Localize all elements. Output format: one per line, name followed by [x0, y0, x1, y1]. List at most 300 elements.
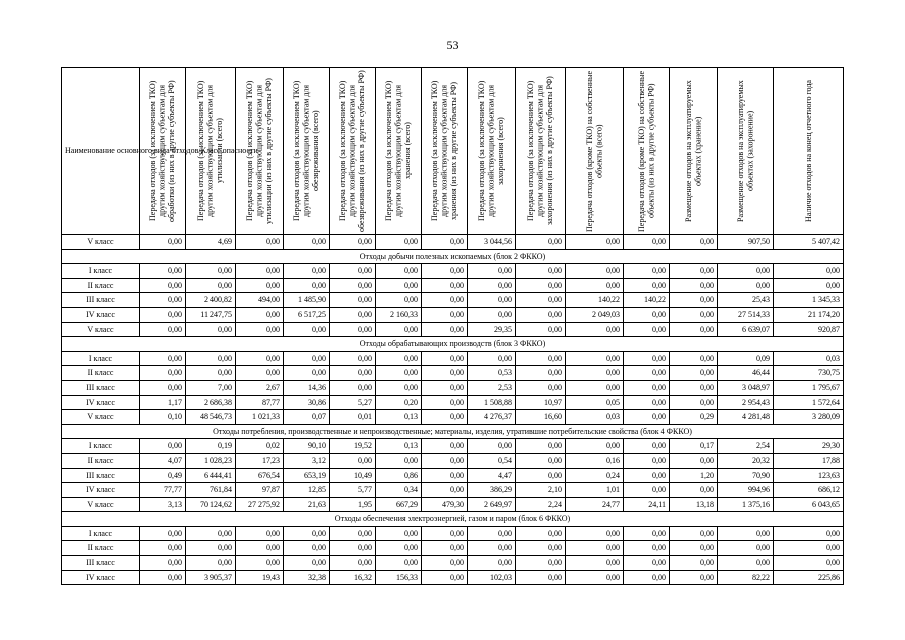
section-row — [62, 512, 844, 527]
table-cell: 0,00 — [516, 541, 566, 556]
table-cell: 0,03 — [566, 410, 624, 425]
table-cell: 0,00 — [376, 235, 422, 250]
table-cell: 156,33 — [376, 570, 422, 585]
table-cell: 0,01 — [330, 410, 376, 425]
table-cell: 0,00 — [376, 293, 422, 308]
table-cell: 0,10 — [140, 410, 186, 425]
table-cell: 920,87 — [774, 322, 844, 337]
table-cell: 0,00 — [670, 570, 718, 585]
table-cell: 0,00 — [140, 541, 186, 556]
table-cell: 3,13 — [140, 497, 186, 512]
table-cell: 0,00 — [330, 322, 376, 337]
table-cell: 1,95 — [330, 497, 376, 512]
table-cell: 1 028,23 — [186, 453, 236, 468]
table-cell: 5,27 — [330, 395, 376, 410]
hazard-class-label: III класс — [62, 468, 140, 483]
table-row — [62, 307, 844, 322]
table-cell: 0,17 — [670, 439, 718, 454]
table-cell: 24,11 — [624, 497, 670, 512]
table-cell: 0,00 — [516, 264, 566, 279]
table-cell: 0,00 — [566, 235, 624, 250]
table-cell: 0,00 — [422, 293, 468, 308]
table-cell: 653,19 — [284, 468, 330, 483]
table-cell: 0,00 — [774, 264, 844, 279]
table-cell: 48 546,73 — [186, 410, 236, 425]
hazard-class-label: IV класс — [62, 395, 140, 410]
table-cell: 0,00 — [718, 556, 774, 571]
table-cell: 0,00 — [566, 556, 624, 571]
column-header-label: Передача отходов (кроме ТКО) на собственные объекты (из них в другие субъекты РФ) — [637, 70, 656, 232]
table-cell: 27 514,33 — [718, 307, 774, 322]
table-cell: 0,00 — [670, 483, 718, 498]
table-cell: 3 905,37 — [186, 570, 236, 585]
table-cell: 0,00 — [624, 410, 670, 425]
column-header — [774, 68, 844, 235]
table-cell: 0,00 — [670, 395, 718, 410]
hazard-class-label: II класс — [62, 278, 140, 293]
table-cell: 0,00 — [284, 322, 330, 337]
table-cell: 0,20 — [376, 395, 422, 410]
section-title: Отходы обрабатывающих производств (блок 3 ФККО) — [62, 337, 844, 352]
table-cell: 0,00 — [670, 307, 718, 322]
table-body — [62, 235, 844, 585]
table-cell: 0,00 — [468, 264, 516, 279]
hazard-class-label: III класс — [62, 293, 140, 308]
table-cell: 10,49 — [330, 468, 376, 483]
table-cell: 0,00 — [516, 439, 566, 454]
table-row — [62, 322, 844, 337]
hazard-class-label: I класс — [62, 526, 140, 541]
table-cell: 0,00 — [516, 322, 566, 337]
table-cell: 676,54 — [236, 468, 284, 483]
table-cell: 0,16 — [566, 453, 624, 468]
table-cell: 6 517,25 — [284, 307, 330, 322]
table-row — [62, 483, 844, 498]
table-cell: 0,00 — [468, 307, 516, 322]
column-header — [468, 68, 516, 235]
table-cell: 0,09 — [718, 351, 774, 366]
table-cell: 0,00 — [624, 307, 670, 322]
table-cell: 7,00 — [186, 380, 236, 395]
hazard-class-label: III класс — [62, 380, 140, 395]
table-cell: 0,00 — [566, 322, 624, 337]
table-cell: 0,00 — [566, 278, 624, 293]
table-row — [62, 278, 844, 293]
table-cell: 17,23 — [236, 453, 284, 468]
table-cell: 0,00 — [376, 526, 422, 541]
table-cell: 77,77 — [140, 483, 186, 498]
table-cell: 0,00 — [468, 439, 516, 454]
table-cell: 0,00 — [774, 541, 844, 556]
table-cell: 2 160,33 — [376, 307, 422, 322]
table-cell: 1,17 — [140, 395, 186, 410]
table-cell: 0,00 — [422, 541, 468, 556]
column-header-label: Передача отходов (за исключением ТКО) другим хозяйствующим субъектам для обезвреживания (из них в другие субъекты РФ) — [338, 70, 367, 232]
table-cell: 0,00 — [516, 526, 566, 541]
hazard-class-label: V класс — [62, 497, 140, 512]
table-cell: 2 686,38 — [186, 395, 236, 410]
table-cell: 0,05 — [566, 395, 624, 410]
hazard-class-label: IV класс — [62, 483, 140, 498]
table-cell: 25,43 — [718, 293, 774, 308]
table-cell: 0,00 — [516, 453, 566, 468]
table-cell: 0,00 — [670, 526, 718, 541]
table-cell: 0,00 — [422, 366, 468, 381]
table-cell: 90,10 — [284, 439, 330, 454]
table-cell: 29,35 — [468, 322, 516, 337]
column-header-label: Передача отходов (за исключением ТКО) другим хозяйствующим субъектам для обезвреживания (всего) — [292, 80, 321, 222]
table-cell: 0,86 — [376, 468, 422, 483]
table-cell: 0,00 — [624, 439, 670, 454]
table-cell: 730,75 — [774, 366, 844, 381]
table-cell: 70,90 — [718, 468, 774, 483]
table-cell: 0,00 — [236, 526, 284, 541]
hazard-class-label: IV класс — [62, 307, 140, 322]
table-cell: 27 275,92 — [236, 497, 284, 512]
table-cell: 2 954,43 — [718, 395, 774, 410]
column-header-label: Передача отходов (за исключением ТКО) другим хозяйствующим субъектам для утилизации (всего) — [196, 80, 225, 222]
table-cell: 0,00 — [468, 351, 516, 366]
table-cell: 97,87 — [236, 483, 284, 498]
table-cell: 0,00 — [422, 307, 468, 322]
table-cell: 1,01 — [566, 483, 624, 498]
hazard-class-label: III класс — [62, 556, 140, 571]
table-cell: 0,00 — [376, 322, 422, 337]
table-cell: 0,00 — [284, 366, 330, 381]
table-cell: 0,00 — [670, 380, 718, 395]
table-cell: 0,00 — [468, 293, 516, 308]
table-cell: 6 639,07 — [718, 322, 774, 337]
table-cell: 0,00 — [140, 556, 186, 571]
table-cell: 0,00 — [624, 570, 670, 585]
table-cell: 2 649,97 — [468, 497, 516, 512]
table-cell: 0,00 — [330, 453, 376, 468]
table-cell: 0,00 — [376, 380, 422, 395]
table-cell: 0,07 — [284, 410, 330, 425]
section-title: Отходы добычи полезных ископаемых (блок 2 ФККО) — [62, 249, 844, 264]
table-cell: 0,00 — [284, 526, 330, 541]
column-header-label: Передача отходов (за исключением ТКО) другим хозяйствующим субъектам для утилизации (из них в другие субъекты РФ) — [245, 78, 274, 224]
page-number: 53 — [446, 38, 459, 52]
table-cell: 2 400,82 — [186, 293, 236, 308]
table-cell: 3 280,09 — [774, 410, 844, 425]
hazard-class-label: V класс — [62, 410, 140, 425]
table-row — [62, 497, 844, 512]
table-cell: 0,00 — [718, 526, 774, 541]
table-cell: 21 174,20 — [774, 307, 844, 322]
table-cell: 0,00 — [186, 264, 236, 279]
table-row — [62, 395, 844, 410]
table-cell: 0,00 — [186, 351, 236, 366]
table-cell: 0,00 — [516, 468, 566, 483]
table-cell: 0,00 — [236, 541, 284, 556]
table-cell: 0,00 — [186, 556, 236, 571]
table-cell: 0,00 — [284, 351, 330, 366]
table-cell: 0,00 — [422, 526, 468, 541]
table-cell: 46,44 — [718, 366, 774, 381]
table-cell: 0,02 — [236, 439, 284, 454]
table-cell: 0,00 — [566, 380, 624, 395]
table-cell: 1 572,64 — [774, 395, 844, 410]
table-cell: 0,00 — [624, 483, 670, 498]
table-cell: 907,50 — [718, 235, 774, 250]
table-cell: 0,00 — [140, 366, 186, 381]
table-cell: 0,00 — [376, 366, 422, 381]
table-cell: 102,03 — [468, 570, 516, 585]
table-cell: 0,00 — [330, 351, 376, 366]
table-cell: 0,00 — [624, 351, 670, 366]
table-cell: 0,00 — [186, 541, 236, 556]
table-cell: 14,36 — [284, 380, 330, 395]
table-cell: 2,24 — [516, 497, 566, 512]
table-cell: 13,18 — [670, 497, 718, 512]
column-header — [376, 68, 422, 235]
table-cell: 82,22 — [718, 570, 774, 585]
table-cell: 0,49 — [140, 468, 186, 483]
table-cell: 0,00 — [468, 278, 516, 293]
table-cell: 11 247,75 — [186, 307, 236, 322]
table-cell: 0,00 — [670, 556, 718, 571]
table-cell: 0,00 — [140, 322, 186, 337]
table-cell: 0,00 — [422, 278, 468, 293]
table-cell: 0,00 — [284, 264, 330, 279]
table-cell: 0,54 — [468, 453, 516, 468]
column-header-label: Передача отходов (за исключением ТКО) другим хозяйствующим субъектам для обработки (из них в другие субъекты РФ) — [148, 80, 177, 222]
table-cell: 0,00 — [718, 278, 774, 293]
table-cell: 0,00 — [330, 293, 376, 308]
table-cell: 17,88 — [774, 453, 844, 468]
table-row — [62, 556, 844, 571]
hazard-class-label: IV класс — [62, 570, 140, 585]
table-row — [62, 351, 844, 366]
table-cell: 4 281,48 — [718, 410, 774, 425]
table-cell: 0,00 — [670, 453, 718, 468]
table-cell: 32,38 — [284, 570, 330, 585]
table-row — [62, 235, 844, 250]
table-cell: 0,00 — [566, 439, 624, 454]
column-header — [330, 68, 376, 235]
table-cell: 2,10 — [516, 483, 566, 498]
table-cell: 0,00 — [422, 351, 468, 366]
table-cell: 686,12 — [774, 483, 844, 498]
hazard-class-label: II класс — [62, 366, 140, 381]
hazard-class-label: V класс — [62, 235, 140, 250]
table-cell: 0,00 — [516, 556, 566, 571]
table-cell: 0,00 — [422, 410, 468, 425]
header-row — [62, 68, 844, 235]
table-cell: 0,00 — [376, 351, 422, 366]
table-cell: 0,00 — [236, 351, 284, 366]
table-row — [62, 570, 844, 585]
table-cell: 0,00 — [670, 322, 718, 337]
table-cell: 0,00 — [670, 278, 718, 293]
table-row — [62, 264, 844, 279]
column-header-label: Передача отходов (за исключением ТКО) другим хозяйствующим субъектам для хранения (из них в другие субъекты РФ) — [430, 80, 459, 222]
hazard-class-label: II класс — [62, 453, 140, 468]
column-header-label: Наличие отходов на конец отчетного года — [803, 80, 813, 222]
table-cell: 0,00 — [774, 278, 844, 293]
waste-table — [61, 67, 844, 585]
table-cell: 0,13 — [376, 439, 422, 454]
table-cell: 87,77 — [236, 395, 284, 410]
table-cell: 0,00 — [566, 264, 624, 279]
table-cell: 0,00 — [422, 395, 468, 410]
table-cell: 0,00 — [330, 307, 376, 322]
column-header — [566, 68, 624, 235]
table-cell: 0,00 — [422, 380, 468, 395]
table-cell: 0,00 — [236, 264, 284, 279]
section-title: Отходы потребления, производственные и непроизводственные; материалы, изделия, утратившие потребительские свойства (блок 4 ФККО) — [62, 424, 844, 439]
table-cell: 0,00 — [236, 278, 284, 293]
table-cell: 0,00 — [516, 307, 566, 322]
table-cell: 0,00 — [670, 541, 718, 556]
table-cell: 0,00 — [236, 322, 284, 337]
table-cell: 0,00 — [422, 453, 468, 468]
table-cell: 0,00 — [624, 541, 670, 556]
table-cell: 0,00 — [140, 307, 186, 322]
hazard-class-label: I класс — [62, 351, 140, 366]
column-header-label: Передача отходов (кроме ТКО) на собственные объекты (всего) — [585, 70, 604, 232]
table-cell: 0,00 — [468, 541, 516, 556]
table-cell: 4 276,37 — [468, 410, 516, 425]
table-cell: 140,22 — [624, 293, 670, 308]
table-cell: 1 345,33 — [774, 293, 844, 308]
column-header — [718, 68, 774, 235]
table-cell: 4,47 — [468, 468, 516, 483]
table-cell: 0,00 — [516, 293, 566, 308]
table-cell: 0,00 — [140, 570, 186, 585]
table-cell: 0,00 — [140, 278, 186, 293]
table-cell: 0,00 — [624, 235, 670, 250]
table-cell: 123,63 — [774, 468, 844, 483]
table-cell: 16,32 — [330, 570, 376, 585]
table-cell: 21,63 — [284, 497, 330, 512]
table-cell: 0,00 — [330, 541, 376, 556]
table-cell: 0,00 — [330, 366, 376, 381]
table-cell: 0,00 — [422, 570, 468, 585]
table-cell: 0,00 — [140, 293, 186, 308]
table-cell: 20,32 — [718, 453, 774, 468]
table-cell: 0,00 — [566, 570, 624, 585]
table-cell: 0,00 — [566, 541, 624, 556]
table-cell: 0,00 — [330, 235, 376, 250]
table-cell: 0,00 — [422, 264, 468, 279]
table-cell: 994,96 — [718, 483, 774, 498]
table-cell: 2,67 — [236, 380, 284, 395]
table-cell: 0,00 — [284, 278, 330, 293]
section-row — [62, 424, 844, 439]
column-header-label: Передача отходов (за исключением ТКО) другим хозяйствующим субъектам для захоронения (из них в другие субъекты РФ) — [526, 76, 555, 226]
table-cell: 140,22 — [566, 293, 624, 308]
table-cell: 0,19 — [186, 439, 236, 454]
table-cell: 1,20 — [670, 468, 718, 483]
table-cell: 0,00 — [330, 556, 376, 571]
table-cell: 12,85 — [284, 483, 330, 498]
table-cell: 0,00 — [284, 235, 330, 250]
table-cell: 29,30 — [774, 439, 844, 454]
table-cell: 0,00 — [774, 556, 844, 571]
column-header — [422, 68, 468, 235]
hazard-class-label: I класс — [62, 264, 140, 279]
table-row — [62, 453, 844, 468]
table-cell: 0,53 — [468, 366, 516, 381]
column-header-label: Передача отходов (за исключением ТКО) другим хозяйствующим субъектам для хранения (всего) — [384, 80, 413, 222]
table-cell: 0,00 — [624, 468, 670, 483]
table-cell: 0,00 — [376, 278, 422, 293]
table-cell: 0,00 — [330, 278, 376, 293]
table-cell: 6 043,65 — [774, 497, 844, 512]
table-cell: 0,00 — [624, 322, 670, 337]
table-cell: 0,00 — [186, 278, 236, 293]
table-cell: 0,00 — [330, 526, 376, 541]
table-cell: 0,13 — [376, 410, 422, 425]
table-cell: 0,00 — [140, 351, 186, 366]
column-header — [284, 68, 330, 235]
table-cell: 0,00 — [186, 526, 236, 541]
table-cell: 0,00 — [376, 541, 422, 556]
table-cell: 1 508,88 — [468, 395, 516, 410]
hazard-class-label: II класс — [62, 541, 140, 556]
first-column-header: Наименование основного вида отходов/Класс опасности — [62, 68, 140, 235]
table-cell: 0,34 — [376, 483, 422, 498]
table-row — [62, 366, 844, 381]
table-cell: 761,84 — [186, 483, 236, 498]
table-cell: 0,29 — [670, 410, 718, 425]
table-cell: 0,00 — [566, 366, 624, 381]
table-cell: 0,00 — [670, 366, 718, 381]
table-cell: 0,00 — [774, 526, 844, 541]
table-cell: 479,30 — [422, 497, 468, 512]
table-cell: 0,00 — [422, 483, 468, 498]
table-cell: 0,03 — [774, 351, 844, 366]
table-cell: 0,00 — [516, 278, 566, 293]
table-row — [62, 468, 844, 483]
table-cell: 0,00 — [140, 264, 186, 279]
table-cell: 0,00 — [624, 526, 670, 541]
table-cell: 0,00 — [140, 380, 186, 395]
table-cell: 0,00 — [516, 570, 566, 585]
table-cell: 0,00 — [718, 264, 774, 279]
table-cell: 0,00 — [330, 264, 376, 279]
column-header — [516, 68, 566, 235]
column-header — [624, 68, 670, 235]
table-cell: 0,00 — [516, 380, 566, 395]
table-cell: 0,00 — [516, 366, 566, 381]
table-cell: 24,77 — [566, 497, 624, 512]
table-cell: 3 048,97 — [718, 380, 774, 395]
table-cell: 0,00 — [422, 468, 468, 483]
section-row — [62, 249, 844, 264]
table-cell: 4,69 — [186, 235, 236, 250]
table-row — [62, 380, 844, 395]
table-row — [62, 526, 844, 541]
table-cell: 1 375,16 — [718, 497, 774, 512]
table-cell: 0,00 — [140, 439, 186, 454]
table-cell: 0,00 — [422, 235, 468, 250]
table-cell: 0,00 — [284, 556, 330, 571]
table-cell: 0,00 — [516, 351, 566, 366]
table-cell: 1 795,67 — [774, 380, 844, 395]
table-cell: 5 407,42 — [774, 235, 844, 250]
table-cell: 0,00 — [670, 264, 718, 279]
table-cell: 0,00 — [624, 395, 670, 410]
table-cell: 0,00 — [468, 526, 516, 541]
table-cell: 0,00 — [376, 556, 422, 571]
table-cell: 386,29 — [468, 483, 516, 498]
column-header — [670, 68, 718, 235]
column-header-label: Передача отходов (за исключением ТКО) другим хозяйствующим субъектам для захоронения (всего) — [477, 80, 506, 222]
table-cell: 0,00 — [186, 322, 236, 337]
